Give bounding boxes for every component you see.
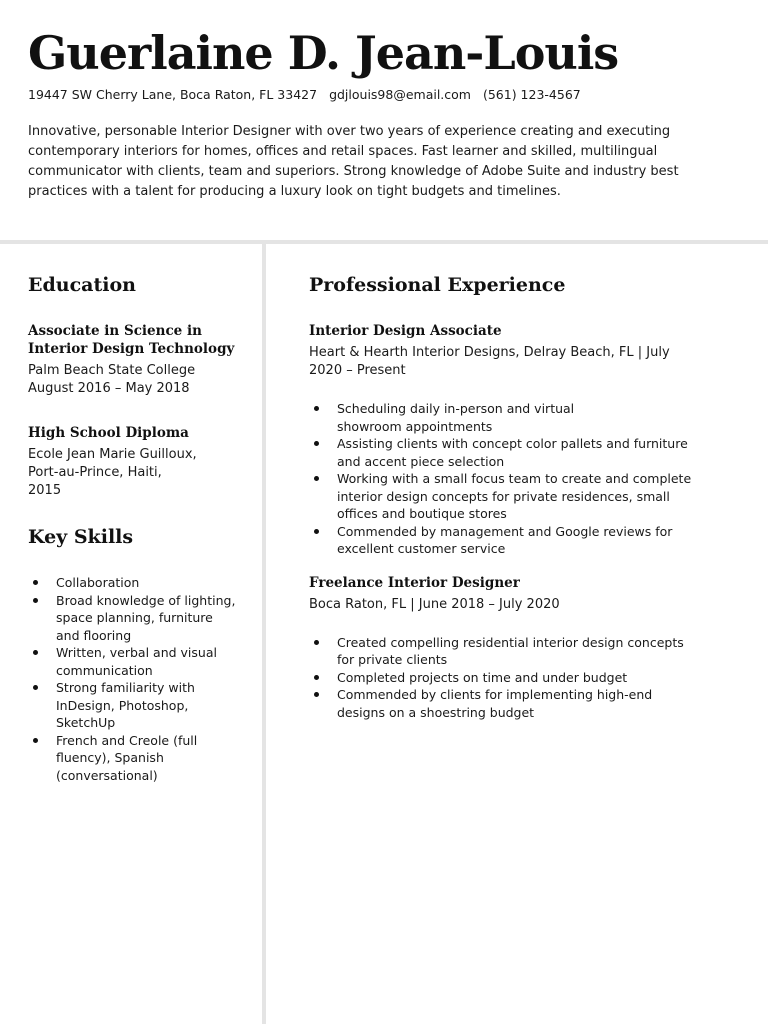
job-entry	[309, 322, 729, 558]
list-item: French and Creole (full fluency), Spanish (conversational)	[28, 732, 206, 785]
education-heading: Education	[28, 274, 136, 296]
job-company-dates: Heart & Hearth Interior Designs, Delray Beach, FL | July 2020 – Present	[309, 345, 670, 378]
list-item: Collaboration	[28, 574, 238, 592]
list-item: Scheduling daily in-person and virtual showroom appointments	[309, 400, 637, 435]
list-item: Created compelling residential interior design concepts for private clients	[309, 634, 699, 669]
education-entry	[28, 322, 250, 398]
job-title: Freelance Interior Designer	[309, 574, 520, 591]
list-item: Working with a small focus team to create and complete interior design concepts for private residences, small offices and boutique stores	[309, 470, 699, 523]
left-column	[28, 270, 250, 784]
education-dates: August 2016 – May 2018	[28, 381, 190, 396]
professional-summary: Innovative, personable Interior Designer with over two years of experience creating and executing contemporary interiors for homes, offices and retail spaces. Fast learner and skilled, multilingual communicator with clients, team and superiors. Strong knowledge of Adobe Suite and industry best practices with a talent for producing a luxury look on tight budgets and timelines.	[28, 124, 679, 199]
job-bullets	[309, 400, 699, 558]
skills-list	[28, 574, 238, 784]
candidate-name: Guerlaine D. Jean-Louis	[28, 26, 619, 80]
education-school: Ecole Jean Marie Guilloux, Port-au-Prince, Haiti, 2015	[28, 447, 197, 498]
contact-address: 19447 SW Cherry Lane, Boca Raton, FL 33427	[28, 87, 318, 102]
right-column	[309, 270, 729, 721]
job-entry	[309, 574, 729, 722]
contact-phone: (561) 123-4567	[482, 87, 581, 102]
list-item: Assisting clients with concept color pallets and furniture and accent piece selection	[309, 435, 699, 470]
skills-heading: Key Skills	[28, 526, 134, 548]
list-item: Commended by management and Google reviews for excellent customer service	[309, 523, 699, 558]
education-school: Palm Beach State College	[28, 363, 196, 378]
job-bullets	[309, 634, 699, 722]
job-company-dates: Boca Raton, FL | June 2018 – July 2020	[309, 596, 560, 612]
list-item: Commended by clients for implementing high-end designs on a shoestring budget	[309, 686, 699, 721]
column-divider	[262, 244, 266, 1024]
education-degree: Associate in Science in Interior Design Technology	[28, 323, 235, 357]
list-item: Broad knowledge of lighting, space planning, furniture and flooring	[28, 592, 238, 645]
education-entry	[28, 424, 250, 500]
list-item: Completed projects on time and under budget	[309, 669, 699, 687]
list-item: Written, verbal and visual communication	[28, 644, 238, 679]
resume-header	[28, 22, 748, 202]
education-degree: High School Diploma	[28, 425, 189, 441]
list-item: Strong familiarity with InDesign, Photoshop, SketchUp	[28, 679, 238, 732]
job-title: Interior Design Associate	[309, 323, 502, 339]
contact-email: gdjlouis98@email.com	[329, 87, 471, 102]
contact-line	[28, 86, 748, 104]
experience-heading: Professional Experience	[309, 274, 566, 296]
header-divider	[0, 240, 768, 244]
